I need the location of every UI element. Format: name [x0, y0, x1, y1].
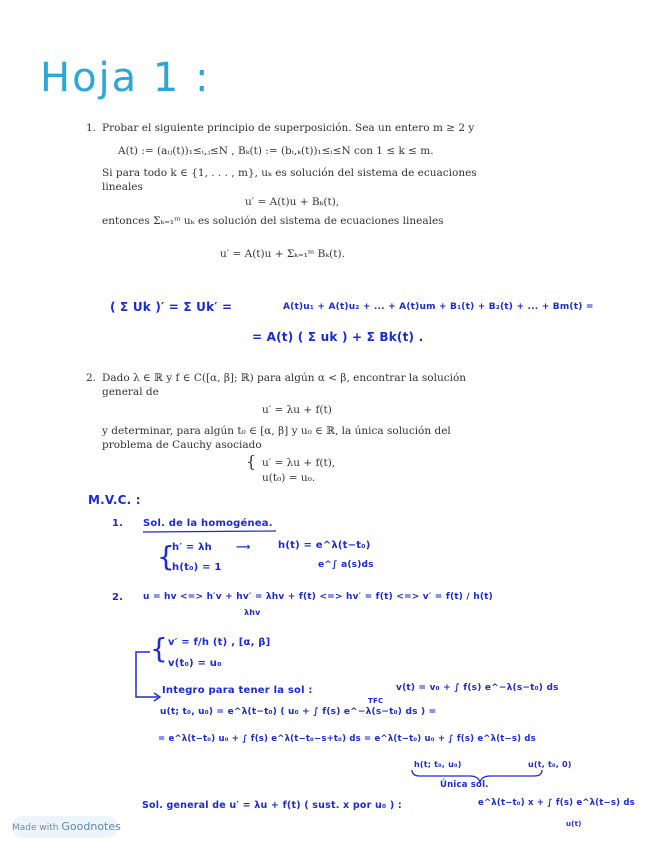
hand-general-sub: u(t): [566, 820, 582, 828]
problem-1-equation-2: u′ = A(t)u + Σₖ₌₁ᵐ Bₖ(t).: [220, 248, 345, 260]
hand-1-line-2: = A(t) ( Σ uk ) + Σ Bk(t) .: [252, 330, 424, 344]
hand-step-1-title: Sol. de la homogénea.: [143, 518, 273, 529]
problem-1-line-2: A(t) := (aᵢⱼ(t))₁≤ᵢ,ⱼ≤N , Bₖ(t) := (bᵢ,ₖ(t))₁≤ᵢ≤N con 1 ≤ k ≤ m.: [118, 145, 434, 157]
hand-solution-line-2: = e^λ(t−t₀) u₀ + ∫ f(s) e^λ(t−t₀−s+t₀) ds = e^λ(t−t₀) u₀ + ∫ f(s) e^λ(t−s) ds: [158, 734, 536, 744]
hand-solution-line-1: u(t; t₀, u₀) = e^λ(t−t₀) ( u₀ + ∫ f(s) e^−λ(s−t₀) ds ) =: [160, 707, 437, 717]
hand-step-1-result-2: e^∫ a(s)ds: [318, 560, 374, 570]
problem-2-equation-1: u′ = λu + f(t): [262, 404, 332, 416]
problem-2-system-brace: {: [246, 452, 257, 471]
problem-1-equation-1: u′ = A(t)u + Bₖ(t),: [245, 196, 340, 208]
hand-1-lhs: ( Σ Uk )′ = Σ Uk′ =: [110, 300, 233, 314]
problem-1-line-1: Probar el siguiente principio de superposición. Sea un entero m ≥ 2 y: [102, 122, 475, 134]
hand-step-2-under: λhv: [244, 608, 261, 617]
hand-step-1-sys-2: h(t₀) = 1: [172, 562, 222, 573]
hand-step-2-number: 2.: [112, 592, 124, 603]
problem-1-line-5: entonces Σₖ₌₁ᵐ uₖ es solución del sistema de ecuaciones lineales: [102, 215, 444, 227]
problem-1-line-3: Si para todo k ∈ {1, . . . , m}, uₖ es solución del sistema de ecuaciones: [102, 167, 477, 179]
hand-general-result: e^λ(t−t₀) x + ∫ f(s) e^λ(t−s) ds: [478, 798, 635, 808]
hand-general-solution: Sol. general de u′ = λu + f(t) ( sust. x por u₀ ) :: [142, 800, 402, 811]
problem-2-number: 2.: [86, 372, 97, 384]
problem-2-line-4: problema de Cauchy asociado: [102, 439, 262, 451]
ink-underbrace: [412, 770, 542, 782]
badge-brand: Goodnotes: [61, 820, 121, 833]
hand-mvc: M.V.C. :: [88, 493, 141, 507]
problem-2-system-1: u′ = λu + f(t),: [262, 457, 336, 469]
problem-2-line-1: Dado λ ∈ ℝ y f ∈ C([α, β]; ℝ) para algún α < β, encontrar la solución: [102, 372, 467, 384]
problem-2-line-2: general de: [102, 386, 159, 398]
problem-1-number: 1.: [86, 122, 97, 134]
ink-underline-title: [143, 531, 276, 532]
problem-2-system-2: u(t₀) = u₀.: [262, 472, 316, 484]
hand-integro: Integro para tener la sol :: [162, 685, 313, 696]
hand-integro-result: v(t) = v₀ + ∫ f(s) e^−λ(s−t₀) ds: [396, 683, 559, 693]
hand-step-1-result: h(t) = e^λ(t−t₀): [278, 540, 371, 551]
hand-step-1-brace: {: [157, 540, 176, 573]
hand-step-2-sys-1: v′ = f/h (t) , [α, β]: [168, 637, 271, 648]
ink-bracket: [136, 652, 158, 697]
page-title: Hoja 1 :: [40, 55, 211, 101]
arrow-right-icon: ⟶: [236, 542, 251, 553]
hand-brace-right-label: u(t, t₀, 0): [528, 760, 572, 769]
goodnotes-badge: [12, 816, 121, 838]
hand-brace-left-label: h(t; t₀, u₀): [414, 760, 462, 769]
problem-2-line-3: y determinar, para algún t₀ ∈ [α, β] y u₀ ∈ ℝ, la única solución del: [102, 425, 451, 437]
problem-1-line-4: lineales: [102, 181, 143, 193]
badge-made-with: Made with: [12, 823, 59, 833]
hand-tfc: TFC: [368, 697, 384, 705]
hand-step-2-line: u = hv <=> h′v + hv′ = λhv + f(t) <=> hv′ = f(t) <=> v′ = f(t) / h(t): [143, 592, 493, 602]
hand-step-1-number: 1.: [112, 518, 124, 529]
hand-unica-sol: Única sol.: [440, 780, 489, 790]
hand-1-rhs: A(t)u₁ + A(t)u₂ + ... + A(t)um + B₁(t) + B₂(t) + ... + Bm(t) =: [283, 302, 594, 312]
hand-step-2-sys-2: v(t₀) = u₀: [168, 658, 222, 669]
hand-step-2-brace: {: [150, 632, 169, 665]
hand-step-1-sys-1: h′ = λh: [172, 542, 212, 553]
